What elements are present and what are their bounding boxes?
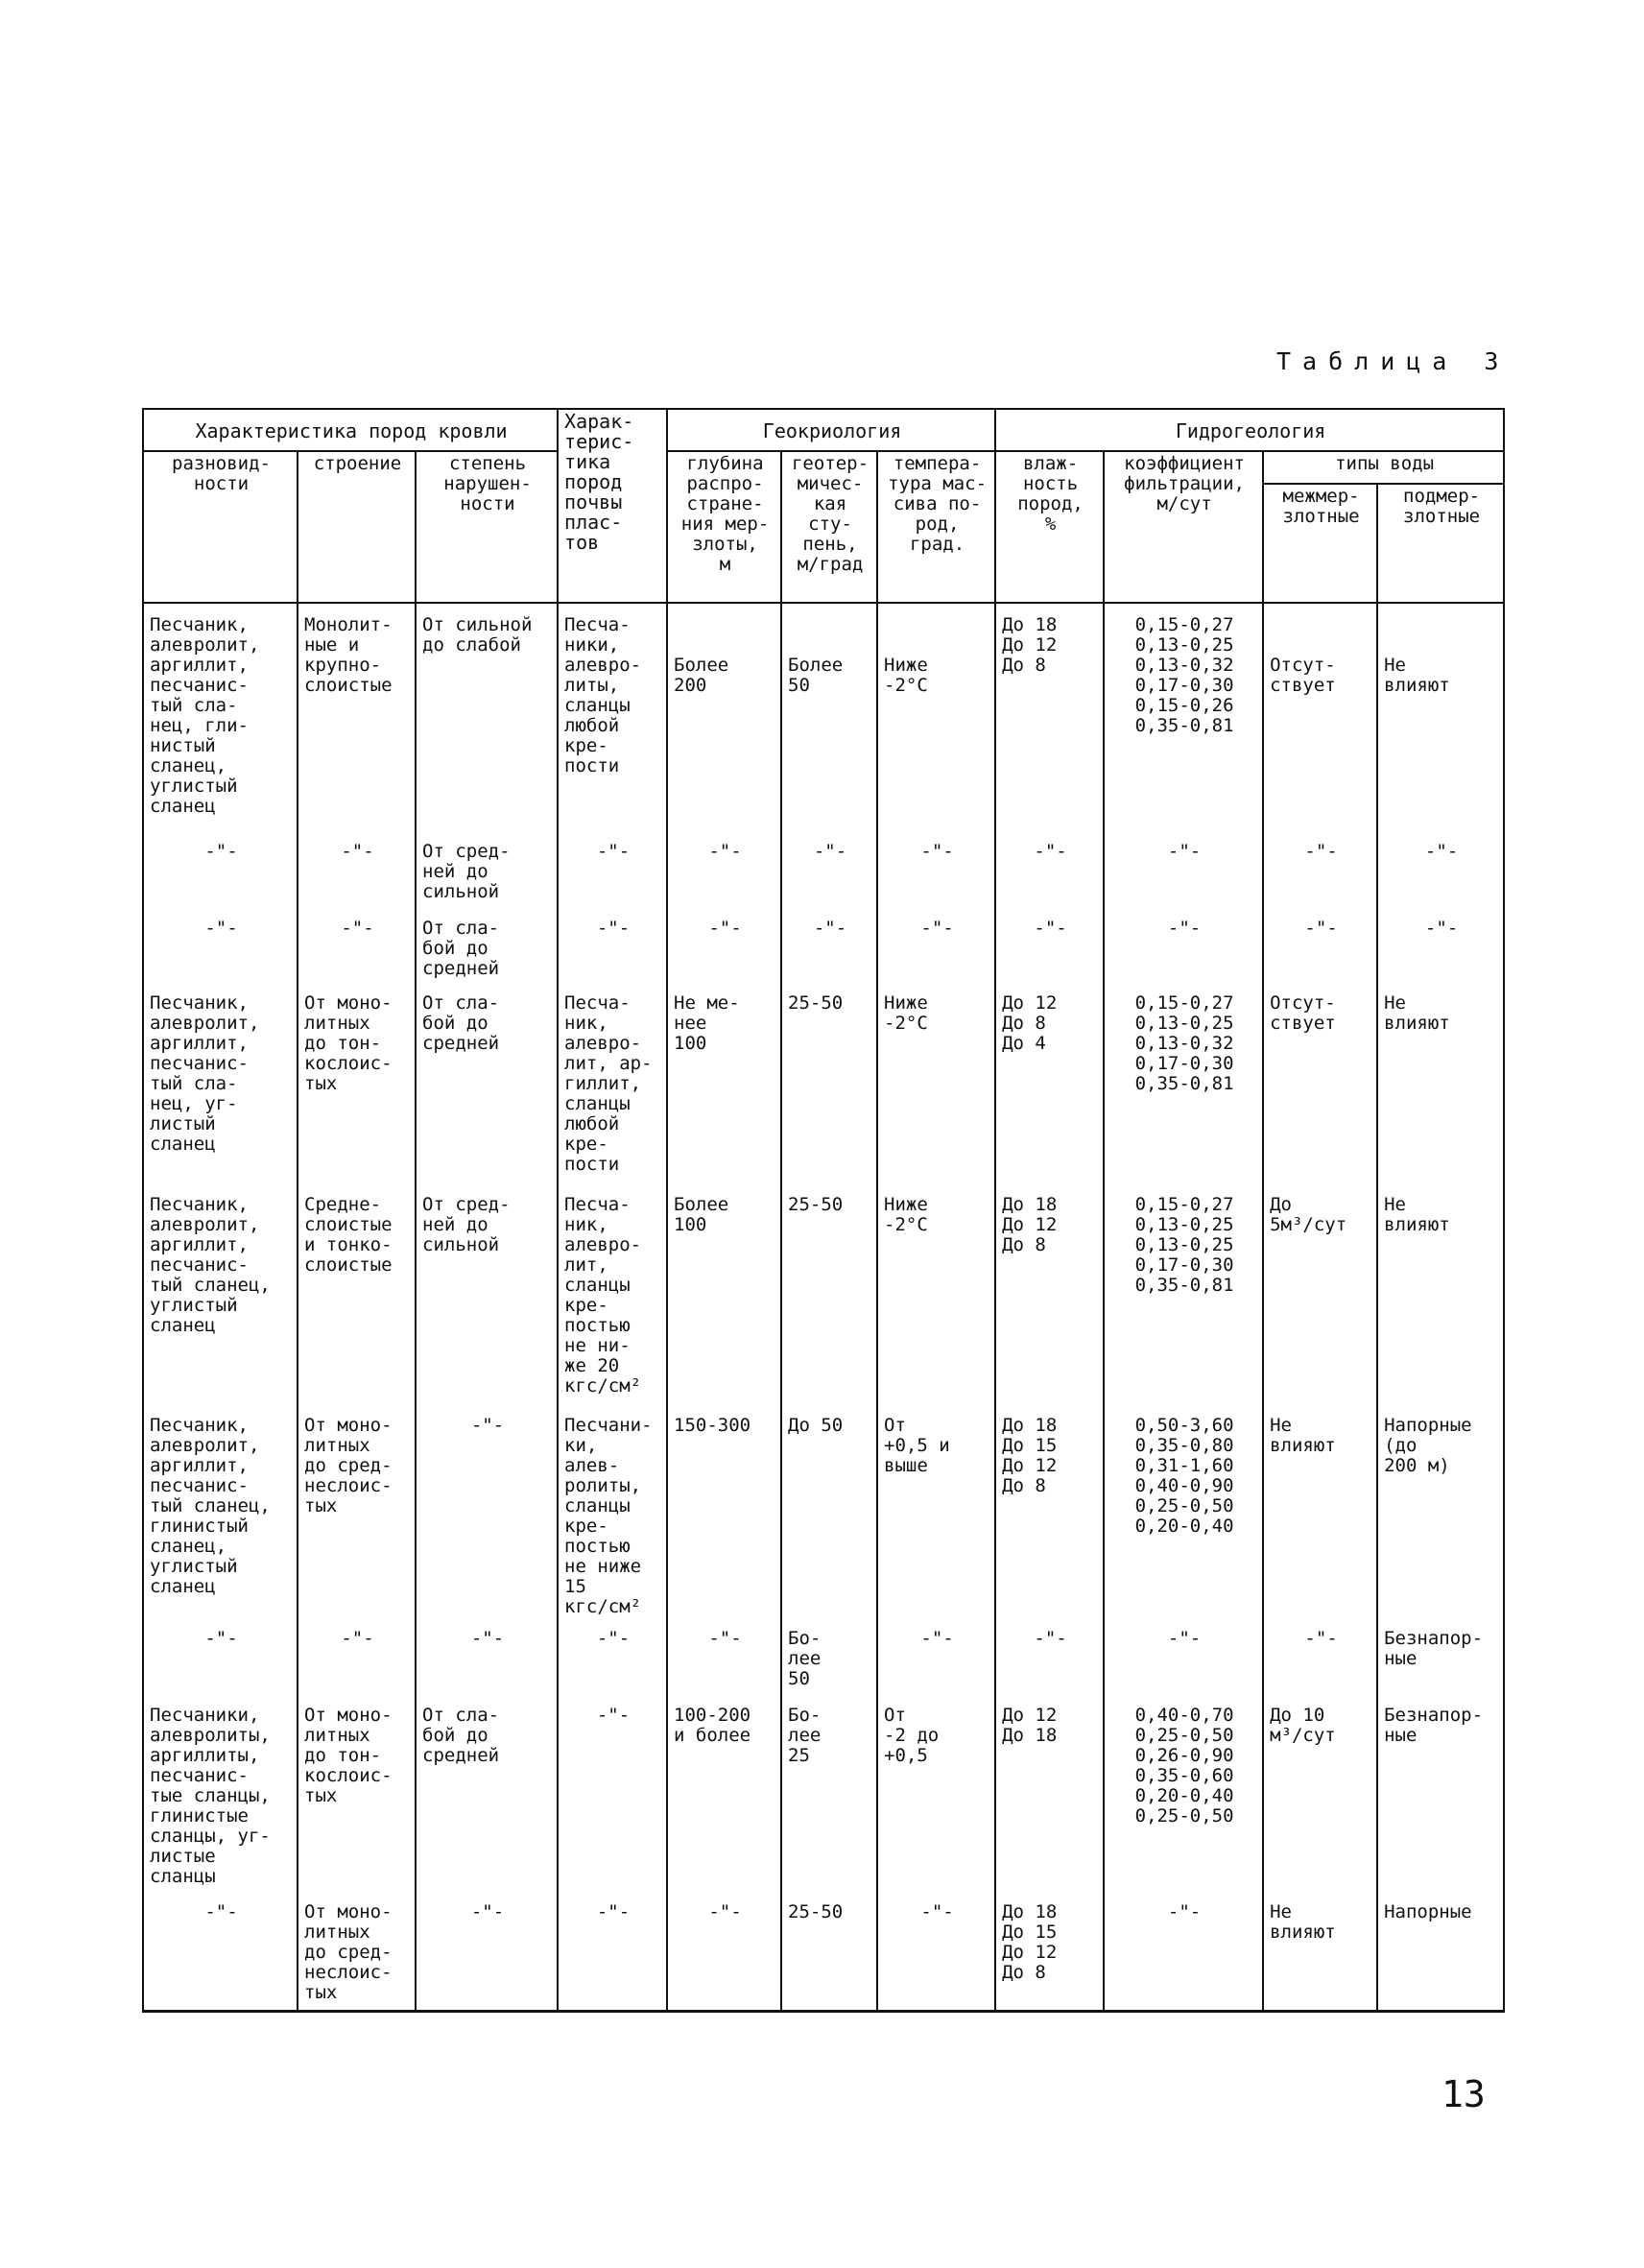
table-cell: -"- [416,1617,558,1694]
header-floor-rocks: Харак- терис- тика пород почвы плас- тов [558,409,667,603]
table-cell: -"- [877,828,995,905]
header-disturbance: степень нарушен- ности [416,451,558,603]
header-subpermafrost: подмер- злотные [1377,484,1504,603]
table-cell: -"- [667,905,781,982]
group-header-geocryology: Геокриология [667,409,995,451]
table-cell: 0,15-0,27 0,13-0,25 0,13-0,32 0,17-0,30 0,15-0,26 0,35-0,81 [1104,603,1263,828]
table-cell: От +0,5 и выше [877,1404,995,1617]
table-row [143,1617,1504,1694]
table-row [143,982,1504,1183]
table-cell: -"- [298,828,416,905]
table-cell: До 10 м³/сут [1263,1694,1377,1891]
table-cell: Песчаники, алевролиты, аргиллиты, песчанис- тые сланцы, глинистые сланцы, уг- листые сланцы [143,1694,298,1891]
table-cell: Не влияют [1263,1891,1377,2011]
table-cell: -"- [781,905,877,982]
table-cell: -"- [298,905,416,982]
table-cell: До 18 До 15 До 12 До 8 [995,1891,1104,2011]
table-cell: Не влияют [1377,982,1504,1183]
data-table [142,408,1505,2013]
table-cell: 0,15-0,27 0,13-0,25 0,13-0,32 0,17-0,30 0,35-0,81 [1104,982,1263,1183]
header-moisture: влаж- ность пород, % [995,451,1104,603]
table-cell: Бо- лее 50 [781,1617,877,1694]
table-cell: От сред- ней до сильной [416,828,558,905]
table-cell: От -2 до +0,5 [877,1694,995,1891]
table-cell: 25-50 [781,982,877,1183]
table-cell: Не влияют [1263,1404,1377,1617]
table-cell: До 12 До 8 До 4 [995,982,1104,1183]
table-cell: До 18 До 12 До 8 [995,1183,1104,1404]
table-cell: -"- [1263,905,1377,982]
table-cell: -"- [558,1617,667,1694]
table-cell: -"- [1377,828,1504,905]
table-cell: Не влияют [1377,1183,1504,1404]
table-cell: -"- [1104,1891,1263,2011]
table-cell: Песча- ники, алевро- литы, сланцы любой кре- пости [558,603,667,828]
table-cell: Не ме- нее 100 [667,982,781,1183]
table-cell: 25-50 [781,1183,877,1404]
table-cell: -"- [416,1891,558,2011]
table-cell: -"- [877,1617,995,1694]
table-cell: От моно- литных до сред- неслоис- тых [298,1891,416,2011]
table-cell: -"- [995,1617,1104,1694]
table-cell: -"- [143,828,298,905]
table-cell: -"- [558,828,667,905]
table-cell: Ниже -2°С [877,603,995,828]
table-cell: Песчаник, алевролит, аргиллит, песчанис- тый сла- нец, уг- листый сланец [143,982,298,1183]
table-cell: -"- [877,905,995,982]
table-cell: Более 200 [667,603,781,828]
group-header-hydrogeology: Гидрогеология [995,409,1504,451]
table-cell: До 12 До 18 [995,1694,1104,1891]
table-cell: От сла- бой до средней [416,982,558,1183]
table-row [143,603,1504,828]
table-cell: -"- [1377,905,1504,982]
table-cell: Песчани- ки, алев- ролиты, сланцы кре- постью не ниже 15 кгс/см² [558,1404,667,1617]
table-cell: До 18 До 12 До 8 [995,603,1104,828]
table-cell: 25-50 [781,1891,877,2011]
table-row [143,1891,1504,2011]
table-cell: Ниже -2°С [877,1183,995,1404]
table-cell: Напорные [1377,1891,1504,2011]
table-cell: Безнапор- ные [1377,1617,1504,1694]
table-cell: 0,50-3,60 0,35-0,80 0,31-1,60 0,40-0,90 0,25-0,50 0,20-0,40 [1104,1404,1263,1617]
table-row [143,828,1504,905]
table-title: Таблица 3 [1276,347,1511,375]
table-cell: Более 100 [667,1183,781,1404]
group-header-roof: Характеристика пород кровли [143,409,558,451]
table-cell: Монолит- ные и крупно- слоистые [298,603,416,828]
table-cell: От сла- бой до средней [416,1694,558,1891]
header-water-types: типы воды [1263,451,1504,484]
table-body [143,603,1504,2011]
table-cell: 0,15-0,27 0,13-0,25 0,13-0,25 0,17-0,30 0,35-0,81 [1104,1183,1263,1404]
header-permafrost-depth: глубина распро- стране- ния мер- злоты, м [667,451,781,603]
table-cell: Не влияют [1377,603,1504,828]
table-cell: Отсут- ствует [1263,982,1377,1183]
table-cell: -"- [558,1891,667,2011]
table-cell: От сильной до слабой [416,603,558,828]
table-cell: Бо- лее 25 [781,1694,877,1891]
table-cell: -"- [995,828,1104,905]
table-cell: -"- [143,905,298,982]
table-row [143,1694,1504,1891]
table-cell: -"- [1104,828,1263,905]
header-filtration: коэффициент фильтрации, м/сут [1104,451,1263,603]
table-cell: Песчаник, алевролит, аргиллит, песчанис- тый сланец, углистый сланец [143,1183,298,1404]
table-row [143,1183,1504,1404]
table-cell: От моно- литных до сред- неслоис- тых [298,1404,416,1617]
table-cell: -"- [558,905,667,982]
table-cell: 150-300 [667,1404,781,1617]
table-row [143,905,1504,982]
header-intrapermafrost: межмер- злотные [1263,484,1377,603]
table-cell: -"- [667,828,781,905]
table-cell: От моно- литных до тон- кослоис- тых [298,982,416,1183]
table-cell: Безнапор- ные [1377,1694,1504,1891]
table-cell: -"- [416,1404,558,1617]
table-cell: До 18 До 15 До 12 До 8 [995,1404,1104,1617]
table-cell: Напорные (до 200 м) [1377,1404,1504,1617]
table-cell: 0,40-0,70 0,25-0,50 0,26-0,90 0,35-0,60 0,20-0,40 0,25-0,50 [1104,1694,1263,1891]
table-cell: Более 50 [781,603,877,828]
table-cell: -"- [1104,1617,1263,1694]
table-row [143,1404,1504,1617]
header-massif-temperature: темпера- тура мас- сива по- род, град. [877,451,995,603]
table-cell: Песча- ник, алевро- лит, сланцы кре- постью не ни- же 20 кгс/см² [558,1183,667,1404]
table-cell: -"- [143,1617,298,1694]
table-cell: -"- [877,1891,995,2011]
table-cell: До 5м³/сут [1263,1183,1377,1404]
header-variety: разновид- ности [143,451,298,603]
header-geothermal-gradient: геотер- мичес- кая сту- пень, м/град [781,451,877,603]
table-cell: От сред- ней до сильной [416,1183,558,1404]
table-cell: -"- [298,1617,416,1694]
table-cell: Ниже -2°С [877,982,995,1183]
table-cell: Средне- слоистые и тонко- слоистые [298,1183,416,1404]
table-cell: -"- [1263,828,1377,905]
table-cell: -"- [1104,905,1263,982]
table-cell: Песча- ник, алевро- лит, ар- гиллит, сланцы любой кре- пости [558,982,667,1183]
table-cell: От сла- бой до средней [416,905,558,982]
table-cell: Песчаник, алевролит, аргиллит, песчанис- тый сла- нец, гли- нистый сланец, углистый сланец [143,603,298,828]
table-cell: -"- [995,905,1104,982]
table-cell: -"- [667,1891,781,2011]
page-number: 13 [1441,2073,1486,2115]
table-cell: Песчаник, алевролит, аргиллит, песчанис- тый сланец, глинистый сланец, углистый сланец [143,1404,298,1617]
table-cell: 100-200 и более [667,1694,781,1891]
table-cell: -"- [781,828,877,905]
table-cell: Отсут- ствует [1263,603,1377,828]
table-cell: До 50 [781,1404,877,1617]
table-cell: -"- [667,1617,781,1694]
table-cell: -"- [143,1891,298,2011]
table-cell: -"- [1263,1617,1377,1694]
header-structure: строение [298,451,416,603]
table-cell: От моно- литных до тон- кослоис- тых [298,1694,416,1891]
table-cell: -"- [558,1694,667,1891]
